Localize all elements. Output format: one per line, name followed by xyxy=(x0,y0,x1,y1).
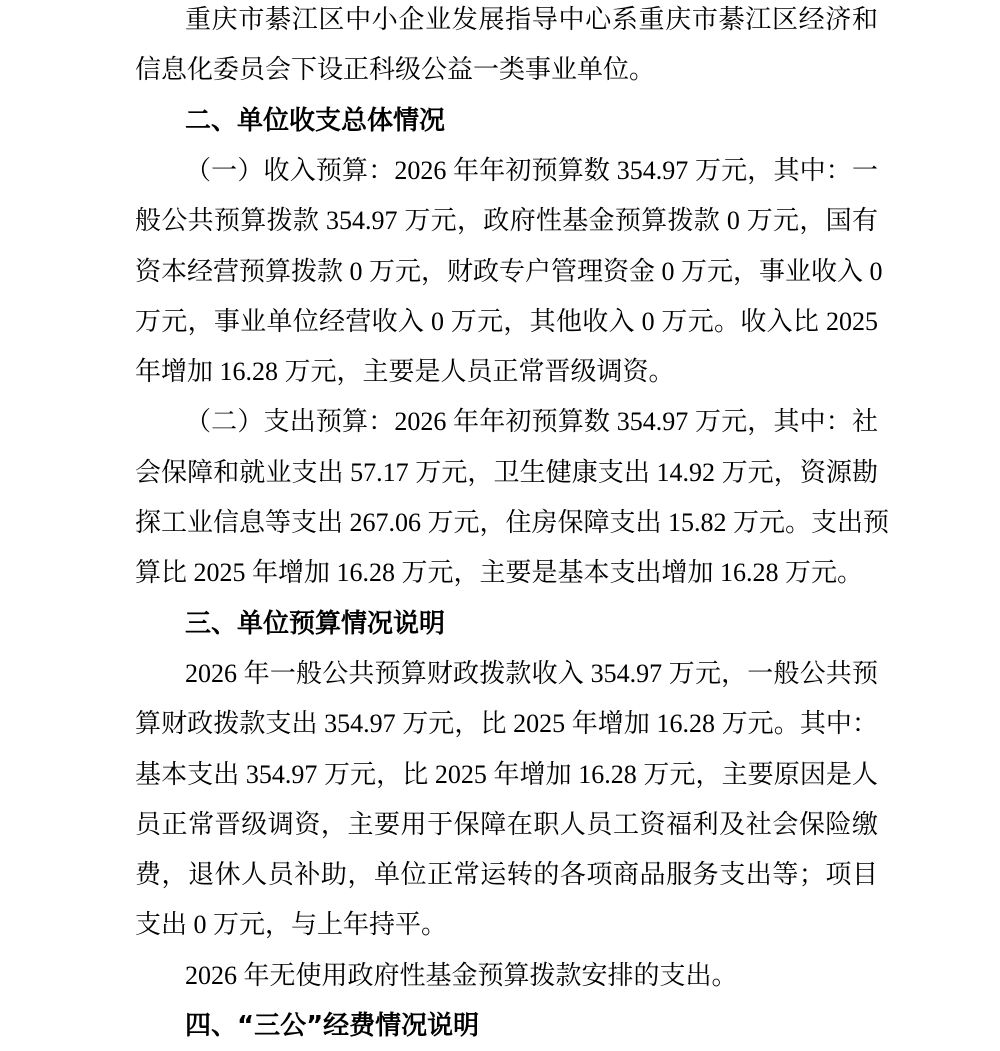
paragraph-line: 员正常晋级调资，主要用于保障在职人员工资福利及社会保险缴 xyxy=(135,809,878,839)
section-heading: 四、“三公”经费情况说明 xyxy=(185,1011,480,1041)
section-heading: 三、单位预算情况说明 xyxy=(185,608,446,639)
paragraph-line: 2026 年无使用政府性基金预算拨款安排的支出。 xyxy=(185,960,738,990)
paragraph-line: 支出 0 万元，与上年持平。 xyxy=(135,910,448,940)
paragraph-line: 算比 2025 年增加 16.28 万元，主要是基本支出增加 16.28 万元。 xyxy=(135,558,864,588)
paragraph-line: 探工业信息等支出 267.06 万元，住房保障支出 15.82 万元。支出预 xyxy=(135,508,890,537)
paragraph-line: 年增加 16.28 万元，主要是人员正常晋级调资。 xyxy=(135,357,675,387)
paragraph-line: （一）收入预算：2026 年年初预算数 354.97 万元，其中：一 xyxy=(185,155,878,185)
paragraph-line: 基本支出 354.97 万元，比 2025 年增加 16.28 万元，主要原因是人 xyxy=(135,759,878,789)
paragraph-line: 资本经营预算拨款 0 万元，财政专户管理资金 0 万元，事业收入 0 xyxy=(135,256,883,286)
paragraph-line: 信息化委员会下设正科级公益一类事业单位。 xyxy=(135,55,656,85)
paragraph-line: 重庆市綦江区中小企业发展指导中心系重庆市綦江区经济和 xyxy=(185,5,878,34)
paragraph-line: 2026 年一般公共预算财政拨款收入 354.97 万元，一般公共预 xyxy=(185,658,878,688)
paragraph-line: 会保障和就业支出 57.17 万元，卫生健康支出 14.92 万元，资源勘 xyxy=(135,457,878,487)
paragraph-line: 算财政拨款支出 354.97 万元，比 2025 年增加 16.28 万元。其中： xyxy=(135,709,878,739)
paragraph-line: （二）支出预算：2026 年年初预算数 354.97 万元，其中：社 xyxy=(185,407,878,437)
section-heading: 二、单位收支总体情况 xyxy=(185,105,446,136)
paragraph-line: 万元，事业单位经营收入 0 万元，其他收入 0 万元。收入比 2025 xyxy=(135,306,878,336)
paragraph-line: 般公共预算拨款 354.97 万元，政府性基金预算拨款 0 万元，国有 xyxy=(135,206,878,236)
paragraph-line: 费，退休人员补助，单位正常运转的各项商品服务支出等；项目 xyxy=(135,860,878,890)
